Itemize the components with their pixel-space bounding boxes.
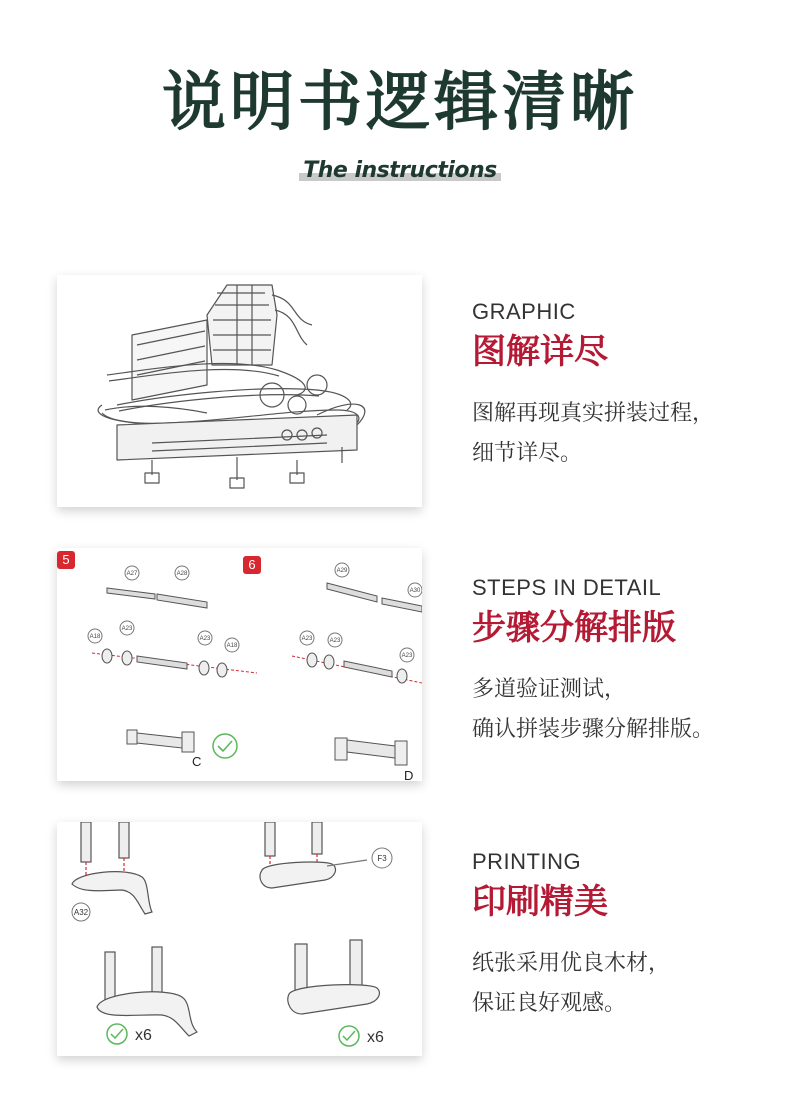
part-label-a32: A32 xyxy=(73,908,89,917)
section-graphic xyxy=(472,298,782,474)
section-steps xyxy=(472,574,782,750)
section-heading: 印刷精美 xyxy=(472,882,608,922)
description-line: 纸张采用优良木材， xyxy=(472,951,671,976)
printing-illustration-card xyxy=(57,822,422,1056)
description-line: 细节详尽。 xyxy=(472,441,583,466)
section-label: GRAPHIC xyxy=(472,299,576,324)
step-number-badge: 6 xyxy=(243,556,261,574)
part-label: A29 xyxy=(336,568,348,574)
assembly-label-c: C xyxy=(192,754,202,769)
section-heading: 步骤分解排版 xyxy=(472,608,676,648)
description-line: 保证良好观感。 xyxy=(472,991,627,1016)
quantity-label: x6 xyxy=(367,1029,384,1046)
page-title: 说明书逻辑清晰 xyxy=(162,66,638,140)
part-label: A23 xyxy=(329,638,341,644)
subtitle-wrap xyxy=(0,158,800,183)
part-label: A23 xyxy=(199,636,211,642)
section-description xyxy=(472,944,782,1024)
section-label: STEPS IN DETAIL xyxy=(472,575,662,600)
check-icon xyxy=(107,1024,127,1044)
check-icon xyxy=(213,734,237,758)
page-subtitle xyxy=(299,158,501,183)
part-label: A23 xyxy=(401,653,413,659)
part-label-f3: F3 xyxy=(377,854,387,863)
check-icon xyxy=(339,1026,359,1046)
section-heading: 图解详尽 xyxy=(472,332,608,372)
part-label: A18 xyxy=(226,643,238,649)
section-description xyxy=(472,394,782,474)
part-label: A23 xyxy=(121,626,133,632)
parts-diagram xyxy=(57,822,422,1056)
marble-machine-illustration xyxy=(57,275,422,507)
steps-illustration-card xyxy=(57,548,422,781)
part-label: A30 xyxy=(409,588,421,594)
section-label: PRINTING xyxy=(472,849,582,874)
step-number-badge: 5 xyxy=(57,551,75,569)
part-label: A27 xyxy=(126,571,138,577)
part-label: A18 xyxy=(89,634,101,640)
graphic-illustration-card xyxy=(57,275,422,507)
subtitle-text: The instructions xyxy=(303,158,497,183)
description-line: 多道验证测试， xyxy=(472,677,627,702)
steps-diagram xyxy=(57,548,422,781)
section-description xyxy=(472,670,782,750)
assembly-label-d: D xyxy=(404,768,414,781)
description-line: 确认拼装步骤分解排版。 xyxy=(472,717,715,742)
description-line: 图解再现真实拼装过程， xyxy=(472,401,715,426)
part-label: A23 xyxy=(301,636,313,642)
section-printing xyxy=(472,848,782,1024)
part-label: A28 xyxy=(176,571,188,577)
quantity-label: x6 xyxy=(135,1027,152,1044)
